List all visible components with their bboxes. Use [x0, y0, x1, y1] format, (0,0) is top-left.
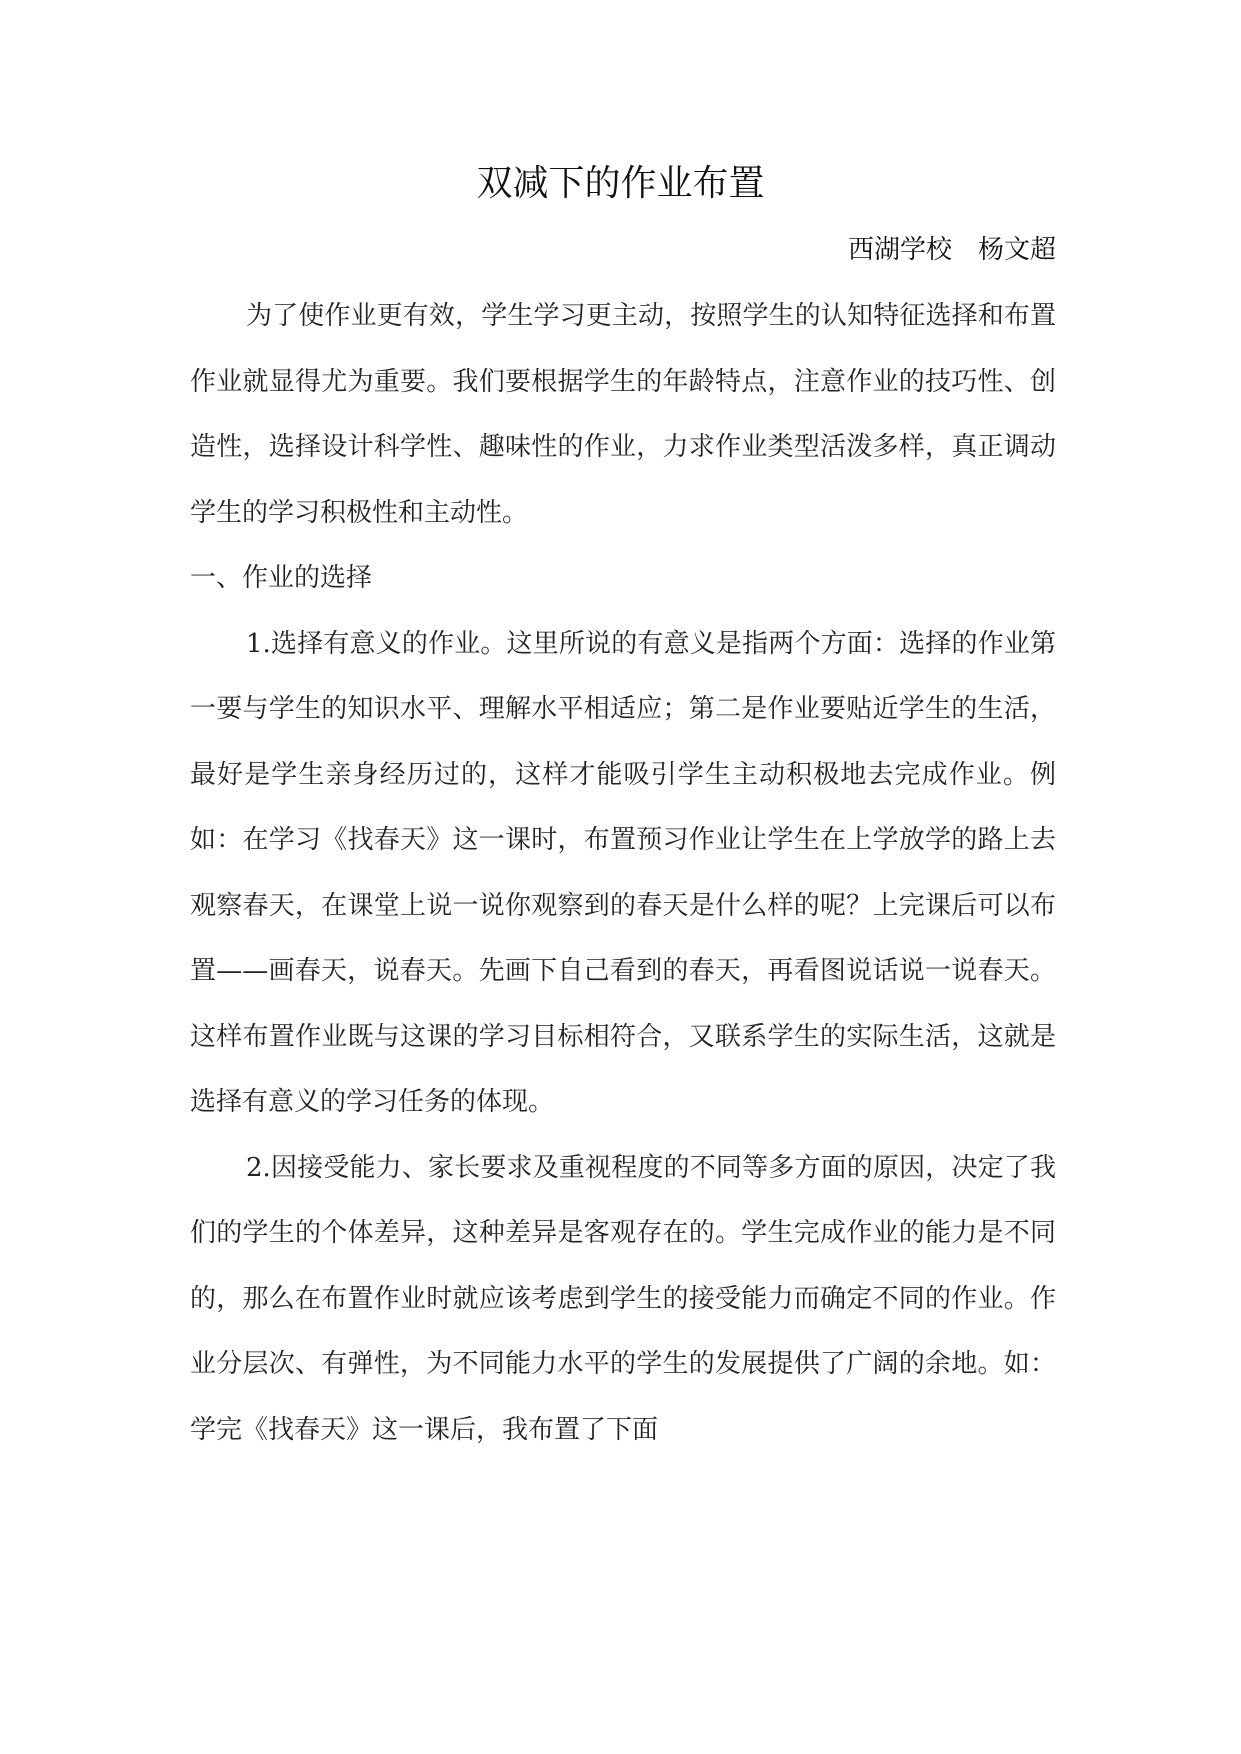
section-heading: 一、作业的选择 [190, 563, 373, 593]
paragraph-point-1: 1.选择有意义的作业。这里所说的有意义是指两个方面：选择的作业第一要与学生的知识水平、理解水平相适应；第二是作业要贴近学生的生活，最好是学生亲身经历过的，这样才能吸引学生主动积极地去完成作业。例如：在学习《找春天》这一课时，布置预习作业让学生在上学放学的路上去观察春天，在课堂上说一说你观察到的春天是什么样的呢？上完课后可以布置——画春天，说春天。先画下自己看到的春天，再看图说话说一说春天。这样布置作业既与这课的学习目标相符合，又联系学生的实际生活，这就是选择有意义的学习任务的体现。 [190, 628, 1056, 1117]
document-title: 双减下的作业布置 [476, 163, 765, 204]
document-body [190, 284, 1056, 1463]
author-line: 西湖学校 杨文超 [847, 235, 1056, 265]
paragraph-point-2: 2.因接受能力、家长要求及重视程度的不同等多方面的原因，决定了我们的学生的个体差异，这种差异是客观存在的。学生完成作业的能力是不同的，那么在布置作业时就应该考虑到学生的接受能力而确定不同的作业。作业分层次、有弹性，为不同能力水平的学生的发展提供了广阔的余地。如：学完《找春天》这一课后，我布置了下面 [190, 1152, 1056, 1445]
intro-paragraph: 为了使作业更有效，学生学习更主动，按照学生的认知特征选择和布置作业就显得尤为重要。我们要根据学生的年龄特点，注意作业的技巧性、创造性，选择设计科学性、趣味性的作业，力求作业类型活泼多样，真正调动学生的学习积极性和主动性。 [190, 301, 1056, 528]
